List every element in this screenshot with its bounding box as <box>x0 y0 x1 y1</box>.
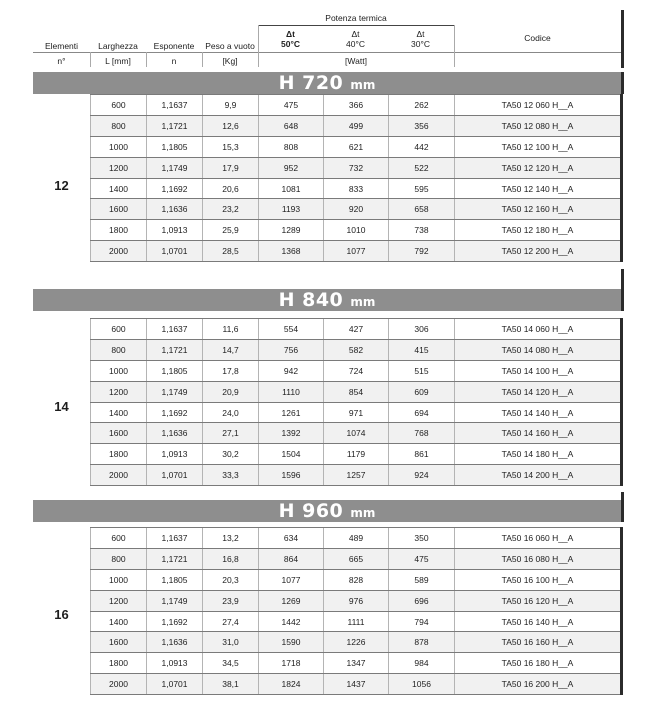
table-row <box>91 95 622 116</box>
exponent-cell: 1,0913 <box>147 653 203 674</box>
code-cell: TA50 12 160 H__A <box>455 199 622 220</box>
power-dt40-cell: 1179 <box>324 444 389 465</box>
code-cell: TA50 16 100 H__A <box>455 569 622 590</box>
col-dt40-symbol: Δt <box>351 29 360 39</box>
right-rule <box>621 10 624 68</box>
code-cell: TA50 16 200 H__A <box>455 674 622 695</box>
col-dt40-temp: 40°C <box>346 39 365 49</box>
data-table <box>90 94 623 262</box>
power-dt40-cell: 1074 <box>324 423 389 444</box>
power-dt40-cell: 489 <box>324 528 389 549</box>
unit-larghezza: L [mm] <box>105 56 131 66</box>
exponent-cell: 1,1636 <box>147 423 203 444</box>
power-dt50-cell: 1289 <box>259 220 324 241</box>
code-cell: TA50 14 140 H__A <box>455 402 622 423</box>
code-cell: TA50 12 100 H__A <box>455 136 622 157</box>
power-dt30-cell: 306 <box>389 319 455 340</box>
width-cell: 1200 <box>91 381 147 402</box>
exponent-cell: 1,1805 <box>147 136 203 157</box>
band-edge <box>621 500 624 522</box>
table-row <box>91 402 622 423</box>
power-dt40-cell: 366 <box>324 95 389 116</box>
table-row <box>91 611 622 632</box>
power-dt40-cell: 1257 <box>324 465 389 486</box>
divider <box>202 52 203 67</box>
col-larghezza: Larghezza <box>98 41 138 51</box>
power-dt30-cell: 1056 <box>389 674 455 695</box>
data-table <box>90 527 623 695</box>
table-row <box>91 319 622 340</box>
power-dt30-cell: 738 <box>389 220 455 241</box>
power-dt50-cell: 634 <box>259 528 324 549</box>
power-dt30-cell: 861 <box>389 444 455 465</box>
power-dt30-cell: 984 <box>389 653 455 674</box>
band-edge <box>621 72 624 94</box>
width-cell: 1800 <box>91 220 147 241</box>
power-dt50-cell: 1261 <box>259 402 324 423</box>
height-band <box>33 500 621 522</box>
weight-cell: 15,3 <box>203 136 259 157</box>
exponent-cell: 1,1636 <box>147 199 203 220</box>
power-dt50-cell: 475 <box>259 95 324 116</box>
power-dt40-cell: 976 <box>324 590 389 611</box>
power-dt50-cell: 942 <box>259 360 324 381</box>
power-dt30-cell: 589 <box>389 569 455 590</box>
power-dt30-cell: 696 <box>389 590 455 611</box>
power-dt50-cell: 1110 <box>259 381 324 402</box>
power-dt40-cell: 833 <box>324 178 389 199</box>
col-dt50-temp: 50°C <box>281 39 300 49</box>
width-cell: 1200 <box>91 157 147 178</box>
power-dt30-cell: 609 <box>389 381 455 402</box>
code-cell: TA50 14 200 H__A <box>455 465 622 486</box>
width-cell: 2000 <box>91 465 147 486</box>
divider <box>90 52 91 67</box>
power-dt40-cell: 732 <box>324 157 389 178</box>
table-row <box>91 444 622 465</box>
width-cell: 1400 <box>91 178 147 199</box>
power-dt40-cell: 971 <box>324 402 389 423</box>
width-cell: 1600 <box>91 423 147 444</box>
exponent-cell: 1,1805 <box>147 569 203 590</box>
power-dt40-cell: 1226 <box>324 632 389 653</box>
weight-cell: 14,7 <box>203 339 259 360</box>
exponent-cell: 1,1692 <box>147 402 203 423</box>
power-dt30-cell: 792 <box>389 241 455 262</box>
power-dt30-cell: 595 <box>389 178 455 199</box>
power-dt50-cell: 1504 <box>259 444 324 465</box>
exponent-cell: 1,1721 <box>147 548 203 569</box>
power-dt30-cell: 262 <box>389 95 455 116</box>
col-codice: Codice <box>524 33 551 43</box>
weight-cell: 17,8 <box>203 360 259 381</box>
code-cell: TA50 16 060 H__A <box>455 528 622 549</box>
weight-cell: 30,2 <box>203 444 259 465</box>
exponent-cell: 1,1636 <box>147 632 203 653</box>
potenza-termica-label: Potenza termica <box>325 13 387 23</box>
table-row <box>91 241 622 262</box>
divider <box>454 25 455 67</box>
width-cell: 1000 <box>91 360 147 381</box>
power-dt50-cell: 554 <box>259 319 324 340</box>
exponent-cell: 1,1749 <box>147 381 203 402</box>
power-dt30-cell: 475 <box>389 548 455 569</box>
weight-cell: 28,5 <box>203 241 259 262</box>
code-cell: TA50 14 100 H__A <box>455 360 622 381</box>
table-row <box>91 157 622 178</box>
power-dt40-cell: 1077 <box>324 241 389 262</box>
power-dt30-cell: 356 <box>389 115 455 136</box>
table-row <box>91 548 622 569</box>
power-dt40-cell: 1111 <box>324 611 389 632</box>
power-dt40-cell: 1437 <box>324 674 389 695</box>
code-cell: TA50 14 080 H__A <box>455 339 622 360</box>
table-row <box>91 136 622 157</box>
weight-cell: 24,0 <box>203 402 259 423</box>
weight-cell: 20,9 <box>203 381 259 402</box>
power-dt50-cell: 1193 <box>259 199 324 220</box>
exponent-cell: 1,0701 <box>147 465 203 486</box>
table-row <box>91 423 622 444</box>
power-dt50-cell: 1392 <box>259 423 324 444</box>
weight-cell: 25,9 <box>203 220 259 241</box>
power-dt30-cell: 350 <box>389 528 455 549</box>
unit-esponente: n <box>171 56 177 66</box>
power-dt30-cell: 415 <box>389 339 455 360</box>
band-edge <box>621 289 624 311</box>
weight-cell: 16,8 <box>203 548 259 569</box>
width-cell: 2000 <box>91 241 147 262</box>
table-row <box>91 178 622 199</box>
power-dt30-cell: 794 <box>389 611 455 632</box>
width-cell: 600 <box>91 95 147 116</box>
divider <box>146 52 147 67</box>
code-cell: TA50 12 080 H__A <box>455 115 622 136</box>
exponent-cell: 1,1749 <box>147 157 203 178</box>
exponent-cell: 1,1637 <box>147 528 203 549</box>
power-dt50-cell: 864 <box>259 548 324 569</box>
power-dt50-cell: 808 <box>259 136 324 157</box>
code-cell: TA50 12 120 H__A <box>455 157 622 178</box>
width-cell: 1400 <box>91 402 147 423</box>
table-row <box>91 569 622 590</box>
code-cell: TA50 14 060 H__A <box>455 319 622 340</box>
exponent-cell: 1,1749 <box>147 590 203 611</box>
power-dt50-cell: 1442 <box>259 611 324 632</box>
col-esponente: Esponente <box>153 41 195 51</box>
power-dt50-cell: 1596 <box>259 465 324 486</box>
exponent-cell: 1,0701 <box>147 674 203 695</box>
power-dt50-cell: 1824 <box>259 674 324 695</box>
width-cell: 600 <box>91 319 147 340</box>
weight-cell: 20,3 <box>203 569 259 590</box>
width-cell: 1400 <box>91 611 147 632</box>
width-cell: 1200 <box>91 590 147 611</box>
power-dt40-cell: 621 <box>324 136 389 157</box>
table-row <box>91 528 622 549</box>
code-cell: TA50 12 180 H__A <box>455 220 622 241</box>
weight-cell: 27,1 <box>203 423 259 444</box>
table-row <box>91 632 622 653</box>
unit-elementi: n° <box>57 56 66 66</box>
power-dt40-cell: 582 <box>324 339 389 360</box>
power-dt30-cell: 878 <box>389 632 455 653</box>
weight-cell: 9,9 <box>203 95 259 116</box>
divider <box>258 25 259 67</box>
table-row <box>91 199 622 220</box>
exponent-cell: 1,0913 <box>147 220 203 241</box>
exponent-cell: 1,0701 <box>147 241 203 262</box>
right-rule <box>621 269 624 289</box>
power-dt50-cell: 952 <box>259 157 324 178</box>
table-row <box>91 674 622 695</box>
power-dt50-cell: 1718 <box>259 653 324 674</box>
power-dt30-cell: 515 <box>389 360 455 381</box>
power-dt30-cell: 522 <box>389 157 455 178</box>
weight-cell: 33,3 <box>203 465 259 486</box>
weight-cell: 38,1 <box>203 674 259 695</box>
height-unit: mm <box>350 78 376 92</box>
power-dt40-cell: 828 <box>324 569 389 590</box>
table-header <box>0 0 652 72</box>
group-underline <box>258 25 454 26</box>
table-row <box>91 360 622 381</box>
power-dt50-cell: 1077 <box>259 569 324 590</box>
width-cell: 1800 <box>91 653 147 674</box>
power-dt50-cell: 756 <box>259 339 324 360</box>
weight-cell: 11,6 <box>203 319 259 340</box>
exponent-cell: 1,1692 <box>147 611 203 632</box>
power-dt40-cell: 724 <box>324 360 389 381</box>
code-cell: TA50 12 140 H__A <box>455 178 622 199</box>
power-dt30-cell: 658 <box>389 199 455 220</box>
height-label: H 960 <box>278 500 344 522</box>
power-dt50-cell: 1269 <box>259 590 324 611</box>
weight-cell: 20,6 <box>203 178 259 199</box>
width-cell: 800 <box>91 115 147 136</box>
weight-cell: 31,0 <box>203 632 259 653</box>
power-dt50-cell: 1368 <box>259 241 324 262</box>
unit-peso: [Kg] <box>222 56 238 66</box>
table-row <box>91 653 622 674</box>
code-cell: TA50 14 120 H__A <box>455 381 622 402</box>
unit-potenza: [Watt] <box>345 56 367 66</box>
power-dt50-cell: 648 <box>259 115 324 136</box>
table-row <box>91 590 622 611</box>
width-cell: 1000 <box>91 569 147 590</box>
elements-count: 14 <box>54 399 69 414</box>
table-row <box>91 381 622 402</box>
exponent-cell: 1,1721 <box>147 115 203 136</box>
col-dt30-symbol: Δt <box>416 29 425 39</box>
code-cell: TA50 16 120 H__A <box>455 590 622 611</box>
weight-cell: 23,9 <box>203 590 259 611</box>
table-row <box>91 115 622 136</box>
code-cell: TA50 16 080 H__A <box>455 548 622 569</box>
weight-cell: 17,9 <box>203 157 259 178</box>
power-dt40-cell: 427 <box>324 319 389 340</box>
exponent-cell: 1,1721 <box>147 339 203 360</box>
power-dt30-cell: 768 <box>389 423 455 444</box>
width-cell: 1000 <box>91 136 147 157</box>
height-label: H 840 <box>278 289 344 311</box>
power-dt40-cell: 854 <box>324 381 389 402</box>
exponent-cell: 1,0913 <box>147 444 203 465</box>
code-cell: TA50 14 180 H__A <box>455 444 622 465</box>
code-cell: TA50 12 060 H__A <box>455 95 622 116</box>
width-cell: 2000 <box>91 674 147 695</box>
weight-cell: 27,4 <box>203 611 259 632</box>
power-dt50-cell: 1081 <box>259 178 324 199</box>
col-dt50-symbol: Δt <box>286 29 295 39</box>
width-cell: 1600 <box>91 199 147 220</box>
width-cell: 600 <box>91 528 147 549</box>
code-cell: TA50 16 180 H__A <box>455 653 622 674</box>
exponent-cell: 1,1805 <box>147 360 203 381</box>
code-cell: TA50 16 140 H__A <box>455 611 622 632</box>
col-peso: Peso a vuoto <box>205 41 255 51</box>
power-dt40-cell: 1347 <box>324 653 389 674</box>
right-rule <box>621 492 624 500</box>
height-band <box>33 289 621 311</box>
col-elementi: Elementi <box>44 41 79 51</box>
code-cell: TA50 12 200 H__A <box>455 241 622 262</box>
table-row <box>91 465 622 486</box>
width-cell: 800 <box>91 339 147 360</box>
power-dt40-cell: 665 <box>324 548 389 569</box>
width-cell: 1800 <box>91 444 147 465</box>
power-dt40-cell: 499 <box>324 115 389 136</box>
weight-cell: 34,5 <box>203 653 259 674</box>
power-dt40-cell: 920 <box>324 199 389 220</box>
col-dt30-temp: 30°C <box>411 39 430 49</box>
width-cell: 800 <box>91 548 147 569</box>
table-row <box>91 220 622 241</box>
height-label: H 720 <box>278 72 344 94</box>
power-dt30-cell: 694 <box>389 402 455 423</box>
power-dt30-cell: 442 <box>389 136 455 157</box>
power-dt30-cell: 924 <box>389 465 455 486</box>
height-unit: mm <box>350 506 376 520</box>
height-band <box>33 72 621 94</box>
data-table <box>90 318 623 486</box>
elements-count: 16 <box>54 607 69 622</box>
code-cell: TA50 16 160 H__A <box>455 632 622 653</box>
height-unit: mm <box>350 295 376 309</box>
weight-cell: 12,6 <box>203 115 259 136</box>
exponent-cell: 1,1637 <box>147 95 203 116</box>
exponent-cell: 1,1637 <box>147 319 203 340</box>
weight-cell: 13,2 <box>203 528 259 549</box>
elements-count: 12 <box>54 178 69 193</box>
exponent-cell: 1,1692 <box>147 178 203 199</box>
code-cell: TA50 14 160 H__A <box>455 423 622 444</box>
power-dt40-cell: 1010 <box>324 220 389 241</box>
width-cell: 1600 <box>91 632 147 653</box>
header-divider <box>33 52 621 53</box>
weight-cell: 23,2 <box>203 199 259 220</box>
table-row <box>91 339 622 360</box>
power-dt50-cell: 1590 <box>259 632 324 653</box>
